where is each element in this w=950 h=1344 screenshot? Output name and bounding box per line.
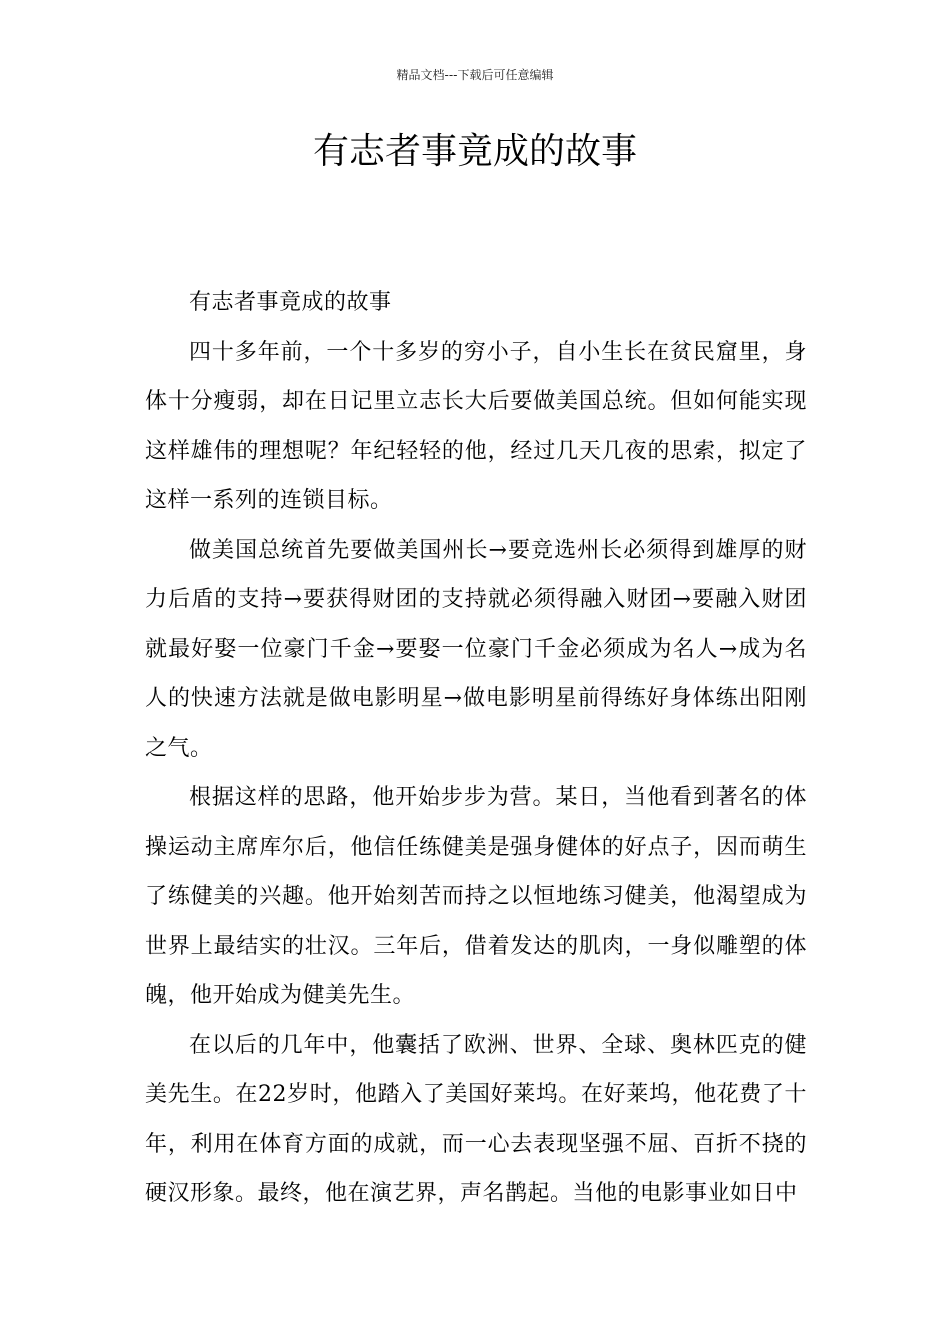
paragraph-intro: 四十多年前，一个十多岁的穷小子，自小生长在贫民窟里，身体十分瘦弱，却在日记里立志长大后要做美国总统。但如何能实现这样雄伟的理想呢？年纪轻轻的他，经过几天几夜的思索，拟定了这样一系列的连锁目标。	[145, 339, 807, 513]
document-body	[145, 278, 807, 1219]
paragraph-goal-chain: 做美国总统首先要做美国州长→要竞选州长必须得到雄厚的财力后盾的支持→要获得财团的支持就必须得融入财团→要融入财团就最好娶一位豪门千金→要娶一位豪门千金必须成为名人→成为名人的快速方法就是做电影明星→做电影明星前得练好身体练出阳刚之气。	[145, 537, 807, 761]
paragraph-bodybuilding: 根据这样的思路，他开始步步为营。某日，当他看到著名的体操运动主席库尔后，他信任练健美是强身健体的好点子，因而萌生了练健美的兴趣。他开始刻苦而持之以恒地练习健美，他渴望成为世界上最结实的壮汉。三年后，借着发达的肌肉，一身似雕塑的体魄，他开始成为健美先生。	[145, 785, 807, 1008]
document-title: 有志者事竟成的故事	[312, 131, 637, 172]
header-note: 精品文档---下载后可任意编辑	[396, 68, 554, 82]
paragraph-subtitle: 有志者事竟成的故事	[189, 290, 392, 315]
paragraph-hollywood: 在以后的几年中，他囊括了欧洲、世界、全球、奥林匹克的健美先生。在22岁时，他踏入了美国好莱坞。在好莱坞，他花费了十年，利用在体育方面的成就，而一心去表现坚强不屈、百折不挠的硬汉形象。最终，他在演艺界，声名鹊起。当他的电影事业如日中	[145, 1032, 807, 1206]
